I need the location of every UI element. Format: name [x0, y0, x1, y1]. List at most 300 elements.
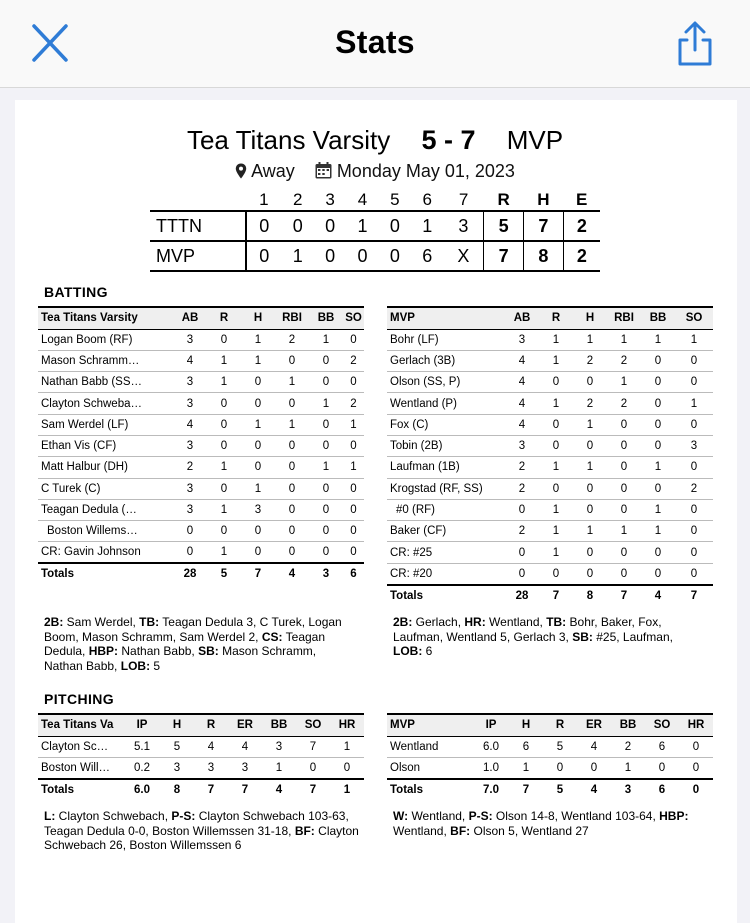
inning-header: 6 — [422, 189, 432, 209]
inning-header: 3 — [325, 189, 335, 209]
note-label: HR: — [464, 615, 486, 629]
total-cell: 7 — [509, 779, 543, 800]
stat-cell: 0 — [573, 499, 607, 520]
note-text: Gerlach, — [412, 615, 465, 629]
table-row — [387, 435, 713, 456]
stat-cell: 4 — [194, 736, 228, 757]
inning-score: 0 — [246, 241, 282, 271]
stat-cell: 0 — [309, 542, 343, 563]
stat-cell: 4 — [505, 350, 539, 371]
stat-cell: 0 — [641, 542, 675, 563]
total-cell: 4 — [275, 563, 309, 584]
stat-column-header: H — [241, 307, 275, 329]
game-header — [0, 124, 750, 156]
stat-cell: 0 — [309, 414, 343, 435]
stat-cell: 1 — [641, 329, 675, 350]
stat-cell: 1 — [641, 499, 675, 520]
line-score-header-blank — [150, 189, 246, 211]
note-label: TB: — [546, 615, 567, 629]
stat-cell: 0 — [641, 350, 675, 371]
stat-column-header: R — [543, 714, 577, 736]
stat-column-header: AB — [173, 307, 207, 329]
inning-score: 1 — [411, 211, 443, 241]
stat-cell: 1 — [262, 757, 296, 778]
table-row — [38, 350, 364, 371]
stat-cell: 0 — [343, 478, 364, 499]
errors-header: E — [575, 189, 588, 209]
stat-cell: 0 — [275, 542, 309, 563]
stat-cell: 1 — [573, 414, 607, 435]
stat-cell: 3 — [173, 435, 207, 456]
note-label: SB: — [198, 644, 219, 658]
stat-cell: 0 — [241, 521, 275, 542]
total-cell: 5 — [543, 779, 577, 800]
totals-row — [387, 779, 713, 800]
runs-header: R — [497, 189, 510, 209]
stat-cell: 1 — [607, 329, 641, 350]
note-label: 2B: — [393, 615, 413, 629]
stat-cell: 4 — [505, 393, 539, 414]
stat-cell: 0 — [675, 350, 713, 371]
stat-cell: 0 — [309, 521, 343, 542]
stat-cell: 0 — [309, 350, 343, 371]
total-cell: 4 — [641, 585, 675, 606]
total-cell: 3 — [611, 779, 645, 800]
stat-cell: 0 — [343, 372, 364, 393]
table-row — [38, 542, 364, 563]
stat-cell: 1 — [539, 542, 573, 563]
stat-cell: 3 — [173, 499, 207, 520]
stat-cell: 1 — [343, 414, 364, 435]
player-name: Clayton Sc… — [38, 736, 124, 757]
table-row — [387, 350, 713, 371]
stat-column-header: R — [194, 714, 228, 736]
stat-cell: 3 — [505, 329, 539, 350]
share-icon[interactable] — [670, 20, 720, 68]
inning-score: 0 — [346, 241, 378, 271]
batting-notes-home — [393, 615, 705, 659]
stat-cell: 1 — [241, 329, 275, 350]
stat-column-header: H — [160, 714, 194, 736]
line-score-row-away — [150, 211, 600, 241]
inning-score: 1 — [282, 241, 314, 271]
stat-cell: 1 — [675, 329, 713, 350]
stat-cell: 0 — [573, 478, 607, 499]
stat-cell: 0 — [343, 521, 364, 542]
totals-row — [387, 585, 713, 606]
stat-cell: 0 — [275, 457, 309, 478]
note-label: TB: — [139, 615, 160, 629]
player-name: Laufman (1B) — [387, 457, 505, 478]
stat-cell: 4 — [505, 414, 539, 435]
stat-cell: 0 — [607, 414, 641, 435]
player-name: CR: #25 — [387, 542, 505, 563]
stat-cell: 3 — [262, 736, 296, 757]
total-cell: 0 — [679, 779, 713, 800]
stat-cell: 1 — [343, 457, 364, 478]
total-cell: 7 — [241, 563, 275, 584]
note-text: Wentland, — [408, 809, 469, 823]
stat-cell: 1 — [241, 478, 275, 499]
stat-cell: 4 — [173, 414, 207, 435]
stat-cell: 2 — [607, 393, 641, 414]
total-cell: 6.0 — [124, 779, 160, 800]
inning-score: 0 — [314, 241, 346, 271]
stat-column-header: H — [573, 307, 607, 329]
pitching-notes-home — [393, 809, 693, 838]
total-cell: 28 — [505, 585, 539, 606]
stat-cell: 1 — [509, 757, 543, 778]
stat-cell: 2 — [173, 457, 207, 478]
stat-cell: 1 — [539, 393, 573, 414]
table-header-row — [38, 714, 364, 736]
inning-score: 1 — [346, 211, 378, 241]
note-text: Nathan Babb, — [118, 644, 199, 658]
stat-cell: 0 — [543, 757, 577, 778]
player-name: Boston Willems… — [38, 521, 173, 542]
stat-cell: 0 — [641, 393, 675, 414]
stat-column-header: RBI — [275, 307, 309, 329]
stat-cell: 1 — [573, 457, 607, 478]
stat-cell: 1 — [330, 736, 364, 757]
player-name: C Turek (C) — [38, 478, 173, 499]
note-text: Clayton Schwebach, — [55, 809, 172, 823]
table-row — [38, 457, 364, 478]
stat-cell: 0 — [607, 542, 641, 563]
stat-cell: 0 — [343, 542, 364, 563]
totals-label: Totals — [38, 779, 124, 800]
stat-cell: 1 — [641, 521, 675, 542]
stat-cell: 1 — [207, 542, 241, 563]
stat-cell: 0 — [675, 414, 713, 435]
note-text: Mason Schramm, Nathan Babb, — [44, 644, 317, 673]
inning-score: 0 — [314, 211, 346, 241]
table-row — [387, 736, 713, 757]
stat-cell: 2 — [607, 350, 641, 371]
total-cell: 7 — [228, 779, 262, 800]
stat-cell: 0 — [241, 542, 275, 563]
location-pin-icon — [235, 162, 247, 184]
note-text: Wentland, — [393, 823, 451, 838]
note-text: Olson 14-8, Wentland 103-64, — [492, 809, 660, 823]
calendar-icon — [315, 162, 332, 184]
share-button[interactable] — [670, 20, 720, 68]
stat-cell: 0 — [607, 478, 641, 499]
stat-cell: 0 — [207, 521, 241, 542]
stat-cell: 0 — [679, 757, 713, 778]
stat-column-header: SO — [296, 714, 330, 736]
stat-cell: 0 — [207, 435, 241, 456]
stat-cell: 0 — [641, 478, 675, 499]
stat-cell: 0 — [343, 329, 364, 350]
runs-total: 7 — [484, 241, 524, 271]
stat-cell: 1 — [607, 521, 641, 542]
stat-cell: 1 — [607, 372, 641, 393]
stat-cell: 0.2 — [124, 757, 160, 778]
table-header-row — [387, 714, 713, 736]
team-column-header: MVP — [387, 307, 505, 329]
stat-cell: 2 — [573, 350, 607, 371]
pitching-notes-away — [44, 809, 364, 853]
total-cell: 7 — [607, 585, 641, 606]
stat-cell: 1 — [207, 499, 241, 520]
stat-cell: 0 — [539, 372, 573, 393]
total-cell: 6 — [343, 563, 364, 584]
stat-cell: 0 — [607, 457, 641, 478]
stat-column-header: RBI — [607, 307, 641, 329]
table-row — [38, 499, 364, 520]
stat-cell: 0 — [641, 414, 675, 435]
note-label: LOB: — [120, 658, 151, 673]
stat-cell: 3 — [194, 757, 228, 778]
pitching-table-away — [38, 713, 364, 800]
stat-cell: 2 — [505, 521, 539, 542]
stat-cell: 0 — [207, 414, 241, 435]
stat-cell: 0 — [241, 372, 275, 393]
player-name: Ethan Vis (CF) — [38, 435, 173, 456]
stat-cell: 0 — [275, 499, 309, 520]
stat-cell: 0 — [675, 372, 713, 393]
note-text: #25, Laufman, — [592, 629, 673, 644]
hits-total: 8 — [524, 241, 564, 271]
stat-cell: 0 — [675, 542, 713, 563]
stat-cell: 0 — [275, 478, 309, 499]
totals-row — [38, 563, 364, 584]
note-label: P-S: — [468, 809, 493, 823]
stat-cell: 3 — [173, 329, 207, 350]
stat-cell: 2 — [505, 478, 539, 499]
errors-total: 2 — [563, 241, 600, 271]
stat-cell: 3 — [241, 499, 275, 520]
note-text: Olson 5, Wentland 27 — [470, 823, 589, 838]
stat-cell: 0 — [607, 435, 641, 456]
stat-column-header: SO — [675, 307, 713, 329]
stat-column-header: IP — [473, 714, 509, 736]
stat-cell: 3 — [505, 435, 539, 456]
player-name: CR: #20 — [387, 563, 505, 584]
total-cell: 5 — [207, 563, 241, 584]
stat-cell: 0 — [573, 542, 607, 563]
player-name: Wentland (P) — [387, 393, 505, 414]
stat-cell: 0 — [207, 478, 241, 499]
table-row — [38, 372, 364, 393]
player-name: Logan Boom (RF) — [38, 329, 173, 350]
batting-table-home — [387, 306, 713, 606]
game-location: Away — [251, 161, 295, 181]
note-label: BF: — [450, 823, 471, 838]
hits-header: H — [537, 189, 550, 209]
note-label: W: — [393, 809, 409, 823]
stat-column-header: R — [207, 307, 241, 329]
stat-cell: 0 — [173, 542, 207, 563]
total-cell: 7 — [296, 779, 330, 800]
stat-cell: 0 — [577, 757, 611, 778]
stat-cell: 0 — [241, 393, 275, 414]
stat-cell: 3 — [675, 435, 713, 456]
table-row — [38, 329, 364, 350]
stat-cell: 1 — [573, 521, 607, 542]
inning-score: 0 — [379, 211, 411, 241]
total-cell: 4 — [577, 779, 611, 800]
stat-cell: 0 — [675, 521, 713, 542]
stat-cell: 0 — [675, 457, 713, 478]
table-row — [38, 521, 364, 542]
team-column-header: Tea Titans Varsity — [38, 307, 173, 329]
stat-cell: 1 — [641, 457, 675, 478]
stat-column-header: AB — [505, 307, 539, 329]
inning-header: 5 — [390, 189, 400, 209]
inning-score: 3 — [443, 211, 483, 241]
totals-label: Totals — [387, 779, 473, 800]
stat-cell: 0 — [309, 499, 343, 520]
total-cell: 6 — [645, 779, 679, 800]
stat-cell: 0 — [641, 563, 675, 584]
table-row — [38, 736, 364, 757]
stat-cell: 0 — [173, 521, 207, 542]
stat-cell: 0 — [539, 563, 573, 584]
stat-cell: 0 — [573, 563, 607, 584]
note-text: Sam Werdel, — [63, 615, 140, 629]
stat-cell: 0 — [207, 329, 241, 350]
total-cell: 7.0 — [473, 779, 509, 800]
home-team-name: MVP — [506, 125, 564, 155]
player-name: CR: Gavin Johnson — [38, 542, 173, 563]
player-name: Boston Will… — [38, 757, 124, 778]
stat-cell: 1 — [241, 350, 275, 371]
stat-cell: 3 — [173, 372, 207, 393]
inning-header: 4 — [357, 189, 368, 209]
player-name: Sam Werdel (LF) — [38, 414, 173, 435]
table-row — [38, 414, 364, 435]
stat-cell: 0 — [505, 542, 539, 563]
stat-cell: 4 — [173, 350, 207, 371]
table-header-row — [387, 307, 713, 329]
stat-cell: 2 — [275, 329, 309, 350]
table-row — [387, 372, 713, 393]
stat-cell: 1 — [539, 350, 573, 371]
inning-header: 7 — [458, 189, 469, 209]
note-text: Clayton Schwebach 26, Boston Willemssen 6 — [44, 823, 359, 852]
total-cell: 7 — [539, 585, 573, 606]
note-label: P-S: — [171, 809, 196, 823]
stat-cell: 0 — [296, 757, 330, 778]
stat-cell: 1 — [207, 457, 241, 478]
stat-column-header: BB — [309, 307, 343, 329]
line-score-team: TTTN — [150, 211, 246, 241]
stat-cell: 1 — [207, 350, 241, 371]
player-name: Matt Halbur (DH) — [38, 457, 173, 478]
stat-cell: 0 — [505, 563, 539, 584]
stat-cell: 7 — [296, 736, 330, 757]
stat-cell: 0 — [641, 435, 675, 456]
table-row — [38, 757, 364, 778]
note-text: Wentland, — [485, 615, 547, 629]
note-label: 2B: — [44, 615, 64, 629]
player-name: Mason Schramm… — [38, 350, 173, 371]
stat-column-header: BB — [641, 307, 675, 329]
stat-cell: 0 — [505, 499, 539, 520]
note-label: LOB: — [393, 644, 423, 658]
stat-cell: 1 — [539, 499, 573, 520]
stat-column-header: SO — [343, 307, 364, 329]
away-team-name: Tea Titans Varsity — [186, 125, 391, 155]
inning-score: X — [443, 241, 483, 271]
note-text: Teagan Dedula 3, C Turek, Logan Boom, Mason Schramm, Sam Werdel 2, — [44, 615, 342, 644]
stat-cell: 0 — [573, 435, 607, 456]
table-row — [387, 521, 713, 542]
stat-column-header: SO — [645, 714, 679, 736]
stat-cell: 0 — [573, 372, 607, 393]
stat-cell: 1 — [309, 457, 343, 478]
stat-cell: 0 — [675, 563, 713, 584]
inning-score: 0 — [282, 211, 314, 241]
stat-cell: 0 — [343, 435, 364, 456]
total-cell: 8 — [160, 779, 194, 800]
stat-cell: 0 — [607, 499, 641, 520]
note-text: 5 — [150, 658, 161, 673]
stat-cell: 4 — [228, 736, 262, 757]
table-row — [387, 563, 713, 584]
stat-column-header: BB — [262, 714, 296, 736]
note-label: SB: — [572, 629, 593, 644]
player-name: Tobin (2B) — [387, 435, 505, 456]
table-row — [387, 329, 713, 350]
stat-cell: 2 — [675, 478, 713, 499]
stat-cell: 1 — [275, 372, 309, 393]
table-row — [387, 457, 713, 478]
runs-total: 5 — [484, 211, 524, 241]
stat-column-header: IP — [124, 714, 160, 736]
table-row — [38, 478, 364, 499]
page-title: Stats — [335, 24, 415, 60]
stat-cell: 1 — [573, 329, 607, 350]
inning-score: 0 — [246, 211, 282, 241]
batting-section-title: BATTING — [44, 284, 108, 300]
stat-cell: 0 — [539, 435, 573, 456]
table-row — [387, 393, 713, 414]
hits-total: 7 — [524, 211, 564, 241]
stat-cell: 0 — [679, 736, 713, 757]
stat-cell: 1 — [207, 372, 241, 393]
stat-cell: 1.0 — [473, 757, 509, 778]
player-name: Baker (CF) — [387, 521, 505, 542]
line-score-team: MVP — [150, 241, 246, 271]
stat-cell: 3 — [160, 757, 194, 778]
stat-cell: 1 — [611, 757, 645, 778]
total-cell: 4 — [262, 779, 296, 800]
note-label: HBP: — [659, 809, 689, 823]
note-text: Clayton Schwebach 103-63, Teagan Dedula 0-0, Boston Willemssen 31-18, — [44, 809, 349, 838]
note-label: CS: — [261, 629, 283, 644]
stat-cell: 4 — [505, 372, 539, 393]
line-score-row-home — [150, 241, 600, 271]
note-label: BF: — [294, 823, 315, 838]
pitching-table-home — [387, 713, 713, 800]
stat-column-header: ER — [228, 714, 262, 736]
player-name: Fox (C) — [387, 414, 505, 435]
table-row — [387, 414, 713, 435]
note-text: Teagan Dedula, — [44, 629, 326, 658]
stat-column-header: HR — [679, 714, 713, 736]
inning-header: 1 — [259, 189, 269, 209]
table-row — [387, 757, 713, 778]
stat-cell: 0 — [343, 499, 364, 520]
stat-cell: 0 — [275, 393, 309, 414]
stat-cell: 0 — [275, 435, 309, 456]
stat-cell: 0 — [309, 372, 343, 393]
table-header-row — [38, 307, 364, 329]
player-name: Nathan Babb (SS… — [38, 372, 173, 393]
